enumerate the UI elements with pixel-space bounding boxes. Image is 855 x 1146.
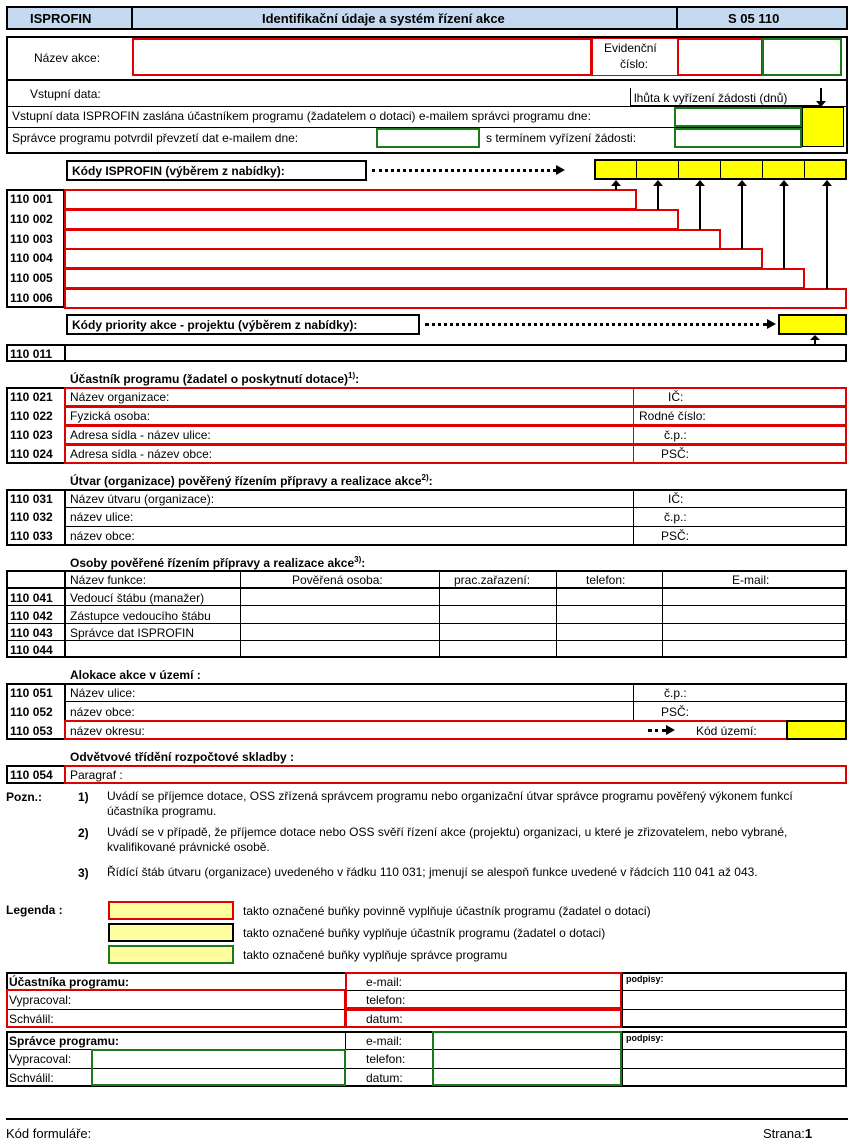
termin-vyrizeni-input[interactable] <box>674 128 802 148</box>
alokace-row2-label: název obce: <box>70 705 135 719</box>
osoby-code-divider <box>64 570 66 658</box>
ucastnik-datum-label: datum: <box>366 1012 403 1026</box>
podpisy-s-div-2 <box>622 1031 623 1087</box>
kod-input-1[interactable] <box>64 189 637 210</box>
connector-arrow-4 <box>737 180 747 186</box>
ucastnik-podpisy-title: Účastníka programu: <box>9 975 130 989</box>
osoby-header-email: E-mail: <box>732 573 770 587</box>
kody-isprofin-title: Kódy ISPROFIN (výběrem z nabídky): <box>72 164 285 178</box>
spravce-jmena-input[interactable] <box>91 1049 346 1086</box>
utvar-title-text: Útvar (organizace) pověřený řízením přípravy a realizace akce <box>70 474 422 488</box>
priority-dots <box>425 323 767 326</box>
vstupni-data-label: Vstupní data: <box>30 87 101 101</box>
utvar-title-sup: 2) <box>421 473 429 482</box>
connector-arrow-5 <box>779 180 789 186</box>
osoby-title-sup: 3) <box>354 555 362 564</box>
alokace-row3-label: název okresu: <box>70 724 145 738</box>
ucastnik-title-colon: : <box>355 372 360 386</box>
connector-arrow-3 <box>695 180 705 186</box>
kod-formulare: Kód formuláře: <box>6 1126 92 1141</box>
evidencni-cislo-line2: číslo: <box>620 57 649 71</box>
code-110043: 110 043 <box>10 626 53 640</box>
legend-text-optional: takto označené buňky vyplňuje účastník programu (žadatel o dotaci) <box>243 926 606 940</box>
code-110003: 110 003 <box>10 232 53 246</box>
kody-isprofin-dots <box>372 169 556 172</box>
ucastnik-title <box>70 372 359 385</box>
pozn-label: Pozn.: <box>6 790 42 804</box>
ucastnik-nazev-input[interactable] <box>64 387 847 407</box>
code-110051: 110 051 <box>10 686 53 700</box>
datum-potvrzeni-input[interactable] <box>376 128 480 148</box>
ucastnik-row2-right: Rodné číslo: <box>639 409 706 423</box>
connector-3 <box>699 182 701 230</box>
evidencni-cislo-line1: Evidenční <box>604 41 657 55</box>
ucastnik-row4-label: Adresa sídla - název obce: <box>70 447 213 461</box>
connector-2 <box>657 182 659 210</box>
ucastnik-schvalil: Schválil: <box>9 1012 54 1026</box>
osoby-header-funkce: Název funkce: <box>70 573 147 587</box>
kody-strip-div-3 <box>720 159 721 180</box>
pozn-1-num: 1) <box>78 790 89 804</box>
code-110052: 110 052 <box>10 705 53 719</box>
osoby-row1-label: Vedoucí štábu (manažer) <box>70 591 205 605</box>
code-110022: 110 022 <box>10 409 53 423</box>
code-110041: 110 041 <box>10 591 53 605</box>
osoby-title-text: Osoby pověřené řízením přípravy a realizace akce <box>70 556 355 570</box>
code-110032: 110 032 <box>10 510 53 524</box>
nazev-akce-input[interactable] <box>132 38 592 76</box>
legend-text-required: takto označené buňky povinně vyplňuje účastník programu (žadatel o dotaci) <box>243 904 651 918</box>
ucastnik-email-label: e-mail: <box>366 975 403 989</box>
ucastnik-row3-label: Adresa sídla - název ulice: <box>70 428 211 442</box>
code-110021: 110 021 <box>10 390 53 404</box>
osoby-line-0 <box>8 587 847 589</box>
osoby-title <box>70 556 365 569</box>
pozn-1-text: Uvádí se příjemce dotace, OSS zřízená správcem programu nebo organizační útvar správce programu pověřený výkonem funkcí účastníka programu. <box>107 789 793 818</box>
alokace-row2-right: PSČ: <box>661 705 690 719</box>
alokace-row3-right: Kód území: <box>696 724 757 738</box>
priority-row <box>6 344 847 362</box>
spravce-datum-label: datum: <box>366 1071 403 1085</box>
osoby-col-1 <box>240 570 241 658</box>
priority-code-input[interactable] <box>778 314 847 335</box>
legenda-label: Legenda : <box>6 903 63 917</box>
utvar-line-2 <box>64 526 847 527</box>
osoby-header-osoba: Pověřená osoba: <box>292 573 383 587</box>
code-110033: 110 033 <box>10 529 53 543</box>
osoby-line-2 <box>8 623 847 624</box>
lhuta-arrow-line <box>820 88 822 102</box>
code-110011: 110 011 <box>10 347 53 361</box>
code-110042: 110 042 <box>10 609 53 623</box>
ucastnik-title-text: Účastník programu (žadatel o poskytnutí dotace) <box>70 372 349 386</box>
spravce-email-label: e-mail: <box>366 1034 403 1048</box>
top-row1-label: Vstupní data ISPROFIN zaslána účastníkem programu (žadatelem o dotaci) e-mailem správci programu dne: <box>12 109 591 123</box>
osoby-line-3 <box>8 640 847 641</box>
code-110004: 110 004 <box>10 251 53 265</box>
kod-uzemi-input[interactable] <box>786 720 847 740</box>
osoby-row3-label: Správce dat ISPROFIN <box>70 626 195 640</box>
ucastnik-podpisy-label: podpisy: <box>626 974 664 984</box>
spravce-podpisy-label: podpisy: <box>626 1033 664 1043</box>
ucastnik-fyzicka-input[interactable] <box>64 406 847 426</box>
legend-text-spravce: takto označené buňky vyplňuje správce programu <box>243 948 508 962</box>
utvar-line-1 <box>64 507 847 508</box>
lhuta-input[interactable] <box>802 107 844 147</box>
osoby-col-2 <box>439 570 440 658</box>
code-110002: 110 002 <box>10 212 53 226</box>
ucastnik-row2-label: Fyzická osoba: <box>70 409 151 423</box>
footer-rule <box>6 1118 848 1120</box>
ucastnik-row3-right: č.p.: <box>664 428 687 442</box>
kod-input-5[interactable] <box>64 268 805 289</box>
top-row2-label: Správce programu potvrdil převzetí dat e-mailem dne: <box>12 131 299 145</box>
kod-uzemi-arrow <box>666 725 675 735</box>
alokace-title: Alokace akce v území : <box>70 668 201 682</box>
ucastnik-right-divider <box>633 387 634 464</box>
connector-arrow-6 <box>822 180 832 186</box>
osoby-line-1 <box>8 605 847 606</box>
kody-strip-div-2 <box>678 159 679 180</box>
utvar-title <box>70 474 433 487</box>
code-110006: 110 006 <box>10 291 53 305</box>
podpisy-u-div <box>622 972 623 1028</box>
strana-value: 1 <box>804 1126 813 1141</box>
ucastnik-title-sup: 1) <box>348 371 356 380</box>
connector-4 <box>741 182 743 249</box>
code-110005: 110 005 <box>10 271 53 285</box>
kod-input-3[interactable] <box>64 229 721 250</box>
pozn-2-text: Uvádí se v případě, že příjemce dotace nebo OSS svěří řízení akce (projektu) organizaci, u které je zřizovatelem, nebo vybrané, kvalifikované právnické osobě. <box>107 825 788 854</box>
kody-strip-div-1 <box>636 159 637 180</box>
legend-swatch-spravce <box>108 945 234 964</box>
ucastnik-row4-right: PSČ: <box>661 447 690 461</box>
priority-title: Kódy priority akce - projektu (výběrem z nabídky): <box>72 318 358 332</box>
utvar-row2-right: č.p.: <box>664 510 687 524</box>
ucastnik-vypracoval: Vypracoval: <box>9 993 72 1007</box>
kod-uzemi-dots <box>648 729 666 732</box>
utvar-title-colon: : <box>428 474 433 488</box>
ucastnik-row1-right: IČ: <box>668 390 684 404</box>
top-line-1 <box>8 79 846 81</box>
spravce-podpisy-title: Správce programu: <box>9 1034 120 1048</box>
utvar-code-divider <box>64 489 66 546</box>
kod-input-6[interactable] <box>64 288 847 309</box>
spravce-vypracoval: Vypracoval: <box>9 1052 72 1066</box>
page-title: Identifikační údaje a systém řízení akce <box>262 11 505 26</box>
spravce-telefon-label: telefon: <box>366 1052 406 1066</box>
utvar-row3-label: název obce: <box>70 529 135 543</box>
alokace-right-divider <box>633 683 634 721</box>
ucastnik-row1-label: Název organizace: <box>70 390 170 404</box>
connector-arrow-2 <box>653 180 663 186</box>
osoby-header-zarazeni: prac.zařazení: <box>454 573 531 587</box>
odvetvove-title: Odvětvové třídění rozpočtové skladby : <box>70 750 295 764</box>
priority-arrow-head <box>767 319 776 329</box>
header-divider-1 <box>131 6 133 30</box>
priority-connector-head <box>810 335 820 340</box>
pozn-3-num: 3) <box>78 866 89 880</box>
osoby-title-colon: : <box>361 556 366 570</box>
code-110054: 110 054 <box>10 768 53 782</box>
spravce-kontakt-input[interactable] <box>432 1031 622 1086</box>
legend-swatch-required <box>108 901 234 920</box>
code-110024: 110 024 <box>10 447 53 461</box>
osoby-col-4 <box>662 570 663 658</box>
paragraf-label: Paragraf : <box>70 768 123 782</box>
code-110023: 110 023 <box>10 428 53 442</box>
code-110044: 110 044 <box>10 643 53 657</box>
header-left: ISPROFIN <box>30 11 92 26</box>
evidencni-cislo-input[interactable] <box>677 38 763 76</box>
pozn-2-num: 2) <box>78 826 89 840</box>
nazev-akce-label: Název akce: <box>34 51 101 65</box>
utvar-row2-label: název ulice: <box>70 510 134 524</box>
alokace-line-1 <box>64 701 847 702</box>
alokace-row1-right: č.p.: <box>664 686 687 700</box>
evidencni-cislo-spravce-input[interactable] <box>762 38 842 76</box>
code-110053: 110 053 <box>10 724 53 738</box>
lhuta-label: lhůta k vyřízení žádosti (dnů) <box>634 91 788 105</box>
utvar-row1-label: Název útvaru (organizace): <box>70 492 215 506</box>
alokace-row1-label: Název ulice: <box>70 686 136 700</box>
utvar-right-divider <box>633 489 634 546</box>
osoby-header-telefon: telefon: <box>586 573 626 587</box>
spravce-schvalil: Schválil: <box>9 1071 54 1085</box>
utvar-row3-right: PSČ: <box>661 529 690 543</box>
osoby-row2-label: Zástupce vedoucího štábu <box>70 609 211 623</box>
utvar-row1-right: IČ: <box>668 492 684 506</box>
osoby-col-3 <box>556 570 557 658</box>
datum-zaslani-input[interactable] <box>674 107 802 127</box>
kod-input-4[interactable] <box>64 248 763 269</box>
connector-6 <box>826 182 828 289</box>
connector-5 <box>783 182 785 269</box>
pozn-3-text: Řídící štáb útvaru (organizace) uvedeného v řádku 110 031; jmenují se alespoň funkce uvedené v řádcích 110 041 až 043. <box>107 865 758 879</box>
code-110031: 110 031 <box>10 492 53 506</box>
form-id: S 05 110 <box>728 11 780 26</box>
legend-swatch-optional <box>108 923 234 942</box>
kody-strip-div-5 <box>804 159 805 180</box>
paragraf-input[interactable] <box>64 765 847 784</box>
kody-isprofin-arrow-head <box>556 165 565 175</box>
strana <box>763 1127 812 1140</box>
kod-input-2[interactable] <box>64 209 679 230</box>
header-divider-2 <box>676 6 678 30</box>
kody-strip-div-4 <box>762 159 763 180</box>
top-row2b-label: s termínem vyřízení žádosti: <box>486 131 637 145</box>
code-110001: 110 001 <box>10 192 53 206</box>
strana-label: Strana: <box>763 1126 805 1141</box>
connector-arrow-1 <box>611 180 621 186</box>
ucastnik-telefon-label: telefon: <box>366 993 406 1007</box>
priority-row-divider <box>64 344 66 362</box>
